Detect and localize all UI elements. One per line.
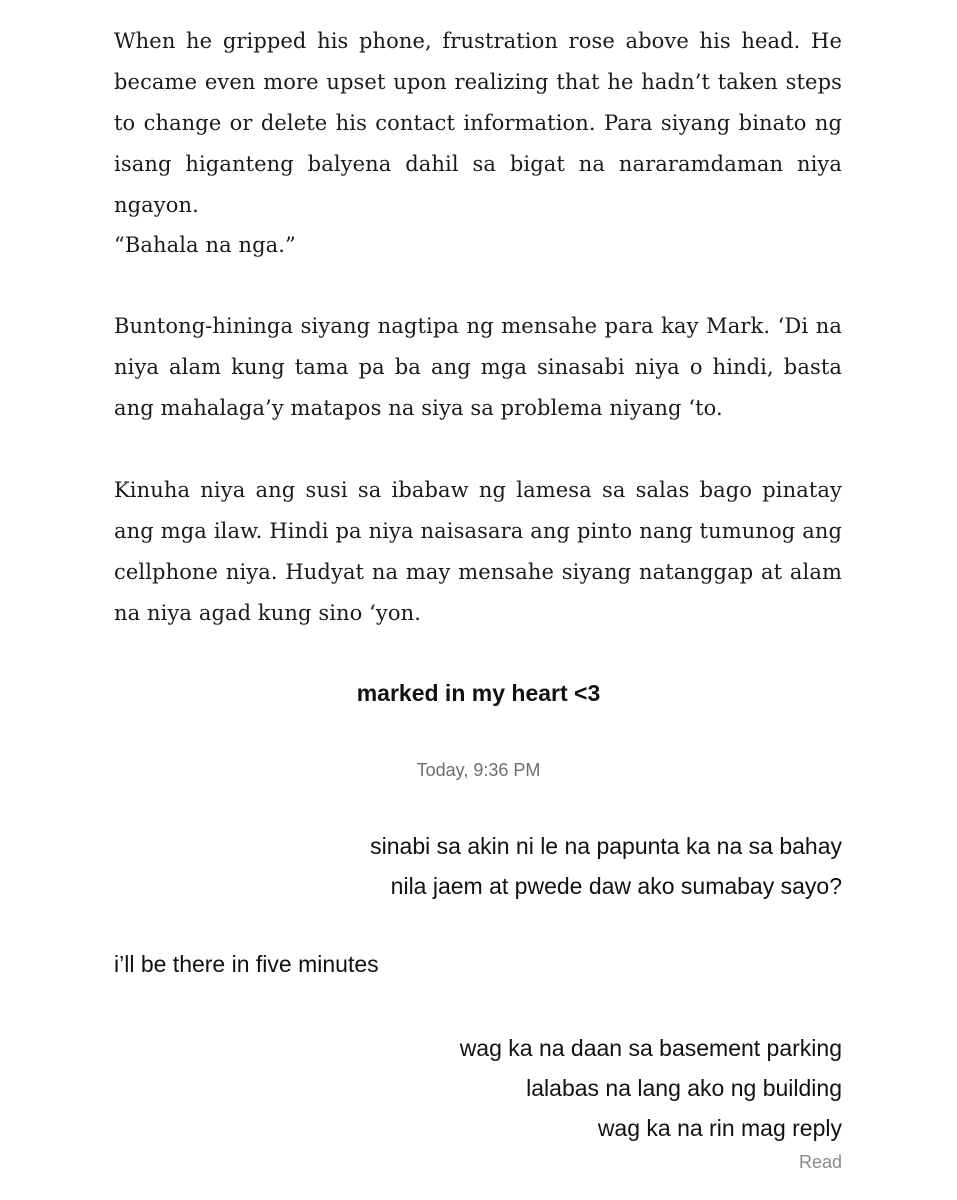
read-receipt: Read [798,1152,842,1172]
sent-message-line: wag ka na daan sa basement parking [459,1035,842,1061]
paragraph-text: Buntong-hininga siyang nagtipa ng mensahe para kay Mark. ‘Di na niya alam kung tama pa ba ang mga sinasabi niya o hindi, basta ang mahalaga’y matapos na siya sa problema niyang ‘to. [114,314,842,420]
paragraph-text: When he gripped his phone, frustration rose above his head. He became even more upset upon realizing that he hadn’t taken steps to change or delete his contact information. Para siyang binato ng isang higanteng balyena dahil sa bigat na nararamdaman niya ngayon. [114,29,842,217]
sent-message-line: sinabi sa akin ni le na papunta ka na sa bahay [370,833,842,859]
paragraph-text: “Bahala na nga.” [114,233,296,257]
message-timestamp: Today, 9:36 PM [416,760,541,780]
sent-message-line: wag ka na rin mag reply [597,1115,842,1141]
sent-message-line: nila jaem at pwede daw ako sumabay sayo? [390,873,842,899]
contact-name: marked in my heart <3 [356,680,601,706]
story-paragraph-3 [114,306,842,429]
sent-message-line: lalabas na lang ako ng building [526,1075,842,1101]
received-message-group [114,944,379,984]
paragraph-text: Kinuha niya ang susi sa ibabaw ng lamesa sa salas bago pinatay ang mga ilaw. Hindi pa niya naisasara ang pinto nang tumunog ang cellphone niya. Hudyat na may mensahe siyang natanggap at alam na niya agad kung sino ‘yon. [114,478,842,625]
received-message-line: i’ll be there in five minutes [114,951,379,977]
sent-message-group [370,826,842,906]
story-paragraph-2 [114,225,842,266]
story-paragraph-4 [114,470,842,634]
sent-message-group [460,1028,842,1148]
story-paragraph-1 [114,21,842,226]
